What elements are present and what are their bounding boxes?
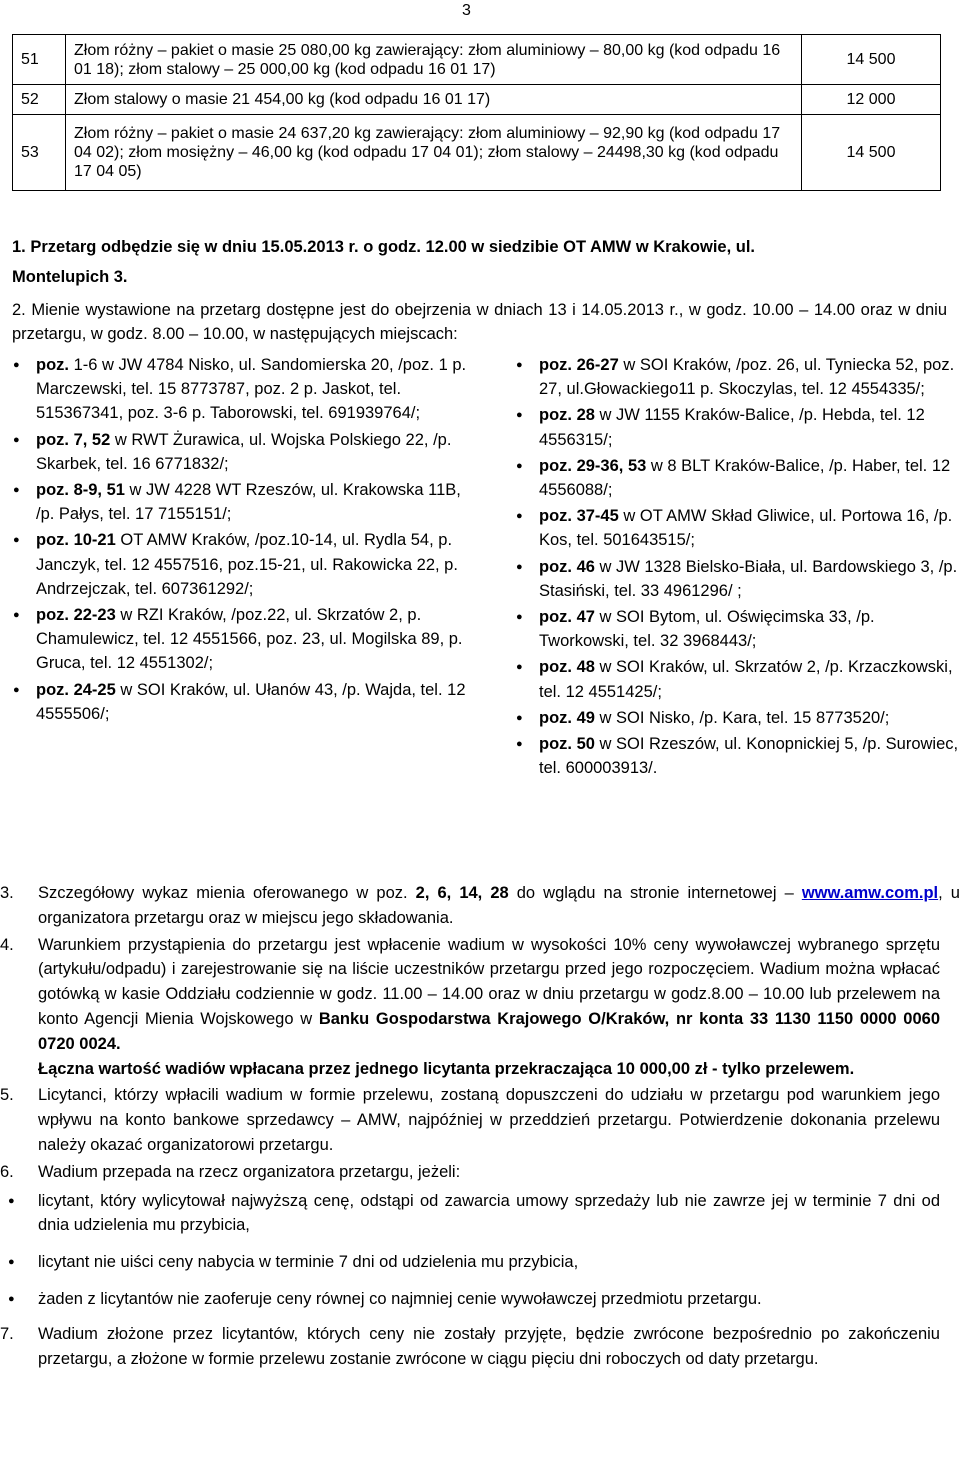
- location-details: w RZI Kraków, /poz.22, ul. Skrzatów 2, p. Chamulewicz, tel. 12 4551566, poz. 23, ul. Mogilska 89, p. Gruca, tel. 12 4551302/;: [36, 606, 463, 673]
- location-item: [515, 403, 960, 451]
- amw-website-link[interactable]: www.amw.com.pl: [801, 884, 939, 902]
- location-positions: poz.: [36, 356, 69, 374]
- location-details: w OT AMW Skład Gliwice, ul. Portowa 16, /p. Kos, tel. 501643515/;: [539, 507, 953, 550]
- location-positions: poz. 24-25: [36, 680, 116, 699]
- point-text: Wadium przepada na rzecz organizatora przetargu, jeżeli:: [38, 1162, 461, 1181]
- bank-account-text: Banku Gospodarstwa Krajowego O/Kraków, nr konta 33 1130 1150 0000 0060 0720 0024.: [38, 1009, 940, 1053]
- location-item: [515, 454, 960, 502]
- location-details: 1-6 w JW 4784 Nisko, ul. Sandomierska 20, /poz. 1 p. Marczewski, tel. 15 8773787, poz. 2 p. Jaskot, tel. 515367341, poz. 3-6 p. Taborowski, tel. 691939764/;: [36, 356, 467, 423]
- location-details: w SOI Kraków, ul. Skrzatów 2, /p. Krzaczkowski, tel. 12 4551425/;: [539, 658, 953, 701]
- location-details: w JW 1328 Bielsko-Biała, ul. Bardowskiego 3, /p. Stasiński, tel. 33 4961296/ ;: [539, 557, 958, 600]
- numbered-points: [0, 881, 960, 1371]
- location-item: [12, 678, 482, 726]
- location-item: [515, 555, 960, 603]
- point-5: [0, 1083, 940, 1157]
- item-number: 51: [13, 35, 66, 85]
- location-positions: poz. 28: [539, 406, 595, 425]
- location-details: w RWT Żurawica, ul. Wojska Polskiego 22, /p. Skarbek, tel. 16 6771832/;: [36, 430, 452, 473]
- location-item: [12, 478, 482, 526]
- location-details: w SOI Nisko, /p. Kara, tel. 15 8773520/;: [594, 708, 890, 727]
- location-positions: poz. 46: [539, 557, 595, 576]
- item-description: Złom stalowy o masie 21 454,00 kg (kod odpadu 16 01 17): [66, 85, 802, 115]
- location-item: [12, 428, 482, 476]
- table-row: [13, 35, 941, 85]
- inspection-paragraph: 2. Mienie wystawione na przetarg dostępne jest do obejrzenia w dniach 13 i 14.05.2013 r., w godz. 10.00 – 14.00 oraz w dniu przetargu, w godz. 8.00 – 10.00, w następujących miejscach:: [12, 301, 947, 343]
- point-text: Licytanci, którzy wpłacili wadium w formie przelewu, zostaną dopuszczeni do udziału w przetargu pod warunkiem jego wpływu na konto bankowe sprzedawcy – AMW, najpóźniej w przeddzień przetargu. Potwierdzenie dokonania przelewu należy okazać organizatorowi przetargu.: [38, 1086, 940, 1154]
- location-positions: poz. 48: [539, 658, 595, 677]
- forfeit-conditions-list: [0, 1189, 940, 1312]
- point-number: 4.: [0, 935, 14, 954]
- location-positions: poz. 49: [539, 708, 595, 727]
- item-number: 53: [13, 115, 66, 191]
- transfer-requirement-text: Łączna wartość wadiów wpłacana przez jednego licytanta przekraczająca 10 000,00 zł - tylko przelewem.: [38, 1059, 855, 1078]
- location-item: [12, 353, 482, 426]
- location-positions: poz. 7, 52: [36, 430, 111, 449]
- location-details: w SOI Rzeszów, ul. Konopnickiej 5, /p. Surowiec, tel. 600003913/.: [539, 735, 959, 778]
- point-number: 6.: [0, 1162, 14, 1181]
- location-positions: poz. 37-45: [539, 507, 619, 526]
- location-positions: poz. 47: [539, 608, 595, 627]
- location-item: [515, 504, 960, 552]
- location-details: OT AMW Kraków, /poz.10-14, ul. Rydla 54, p. Janczyk, tel. 12 4557516, poz.15-21, ul. Rakowicka 22, p. Andrzejczak, tel. 607361292/;: [36, 531, 458, 598]
- list-item: ● licytant, który wylicytował najwyższą cenę, odstąpi od zawarcia umowy sprzedaży lub nie zawrze jej w terminie 7 dni od dnia udzielenia mu przybicia,: [0, 1189, 940, 1239]
- point-number: 7.: [0, 1324, 14, 1343]
- item-value: 12 000: [802, 85, 941, 115]
- point-text: Warunkiem przystąpienia do przetargu jest wpłacenie wadium w wysokości 10% ceny wywoławczej wybranego sprzętu (artykułu/odpadu) i zarejestrowanie się na liście uczestników przetargu przed jego rozpoczęciem. Wadium można wpłacać gotówką w kasie Oddziału codziennie w godz. 11.00 – 14.00 oraz w dniu przetargu w godz.8.00 – 10.00 lub przelewem na konto Agencji Mienia Wojskowego w: [38, 935, 940, 1028]
- item-description: Złom różny – pakiet o masie 25 080,00 kg zawierający: złom aluminiowy – 80,00 kg (kod odpadu 16 01 18); złom stalowy – 25 000,00 kg (kod odpadu 16 01 17): [66, 35, 802, 85]
- location-details: w JW 1155 Kraków-Balice, /p. Hebda, tel. 12 4556315/;: [539, 406, 925, 449]
- point-text: do wglądu na stronie internetowej –: [508, 884, 802, 902]
- location-item: [515, 732, 960, 780]
- item-value: 14 500: [802, 115, 941, 191]
- item-number: 52: [13, 85, 66, 115]
- left-location-list: [12, 353, 482, 726]
- location-item: [515, 353, 960, 401]
- location-item: [12, 603, 482, 676]
- list-item: ● żaden z licytantów nie zaoferuje ceny równej co najmniej cenie wywoławczej przedmiotu przetargu.: [0, 1287, 940, 1312]
- location-details: w 8 BLT Kraków-Balice, /p. Haber, tel. 12 4556088/;: [539, 456, 951, 500]
- location-item: [515, 655, 960, 703]
- point-4: [0, 933, 940, 1082]
- location-details: w SOI Kraków, /poz. 26, ul. Tyniecka 52, poz. 27, ul.Głowackiego11 p. Skoczylas, tel. 12 4554335/;: [539, 356, 955, 399]
- item-description: Złom różny – pakiet o masie 24 637,20 kg zawierający: złom aluminiowy – 92,90 kg (kod odpadu 17 04 02); złom mosiężny – 46,00 kg (kod odpadu 17 04 01); złom stalowy – 24498,30 kg (kod odpadu 17 04 05): [66, 115, 802, 191]
- location-details: w JW 4228 WT Rzeszów, ul. Krakowska 11B, /p. Pałys, tel. 17 7155151/;: [36, 481, 461, 524]
- item-value: 14 500: [802, 35, 941, 85]
- auction-date-paragraph: 1. Przetarg odbędzie się w dniu 15.05.2013 r. o godz. 12.00 w siedzibie OT AMW w Krakowie, ul. Montelupich 3.: [12, 238, 756, 286]
- table-row: [13, 115, 941, 191]
- point-text: Szczegółowy wykaz mienia oferowanego w poz.: [38, 884, 416, 902]
- point-3: [0, 881, 960, 931]
- location-details: w SOI Kraków, ul. Ułanów 43, /p. Wajda, tel. 12 4555506/;: [36, 680, 466, 723]
- point-6: [0, 1160, 940, 1185]
- location-positions: poz. 50: [539, 735, 595, 754]
- location-item: [12, 528, 482, 601]
- location-item: [515, 706, 960, 730]
- list-item: ● licytant nie uiści ceny nabycia w terminie 7 dni od udzielenia mu przybicia,: [0, 1250, 940, 1275]
- point-number: 5.: [0, 1086, 14, 1105]
- point-number: 3.: [0, 884, 14, 902]
- location-item: [515, 605, 960, 653]
- point-7: [0, 1322, 940, 1372]
- point-text: Wadium złożone przez licytantów, których ceny nie zostały przyjęte, będzie zwrócone bezpośrednio po zakończeniu przetargu, a złożone w formie przelewu zostanie zwrócone w ciągu pięciu dni roboczych od daty przetargu.: [38, 1324, 940, 1368]
- point-bold-text: 2, 6, 14, 28: [415, 884, 509, 902]
- page-number: 3: [462, 2, 471, 19]
- table-row: [13, 85, 941, 115]
- location-positions: poz. 29-36, 53: [539, 456, 647, 475]
- location-positions: poz. 22-23: [36, 606, 116, 625]
- point-text: , u organizatora przetargu oraz w miejscu jego składowania.: [38, 884, 960, 927]
- location-details: w SOI Bytom, ul. Oświęcimska 33, /p. Tworkowski, tel. 32 3968443/;: [539, 608, 875, 651]
- location-positions: poz. 8-9, 51: [36, 481, 125, 500]
- location-positions: poz. 26-27: [539, 356, 619, 374]
- items-table: [12, 34, 941, 191]
- location-positions: poz. 10-21: [36, 531, 116, 550]
- right-location-list: [515, 353, 960, 780]
